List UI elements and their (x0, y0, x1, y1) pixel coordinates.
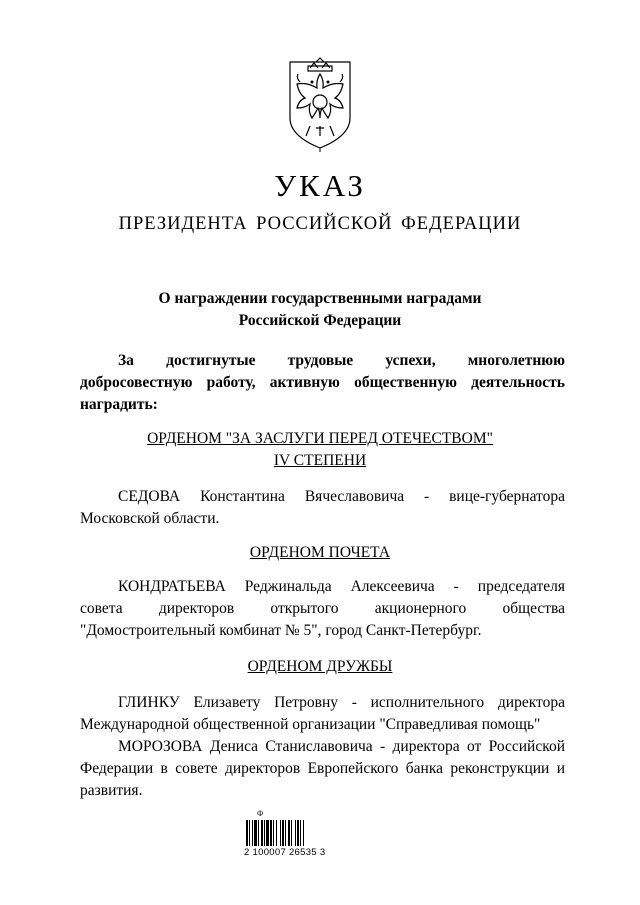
recipient-surname: КОНДРАТЬЕВА (118, 578, 226, 595)
recipient-entry (80, 486, 565, 530)
recipient-details: Реджинальда Алексеевича - председателя (244, 578, 566, 595)
barcode-icon (246, 820, 310, 846)
preamble-line: За достигнутые трудовые успехи, многолетнюю (118, 352, 565, 369)
preamble (80, 350, 565, 416)
award-order-title (0, 542, 640, 564)
award-order-title (0, 428, 640, 472)
recipient-line (80, 736, 565, 758)
recipient-line: совета директоров открытого акционерного общества (80, 600, 565, 617)
document-title: УКАЗ (274, 168, 366, 203)
preamble-line: добросовестную работу, активную общественную деятельность (80, 374, 565, 391)
recipient-details: Дениса Станиславовича - директора от Российской (209, 738, 565, 755)
recipient-entry (80, 736, 565, 802)
recipient-surname: СЕДОВА (118, 488, 181, 505)
recipient-entry (80, 576, 565, 642)
recipient-line: Международной общественной организации "Справедливая помощь" (80, 716, 541, 733)
award-order-line: ОРДЕНОМ "ЗА ЗАСЛУГИ ПЕРЕД ОТЕЧЕСТВОМ" (147, 430, 493, 447)
recipient-line: Московской области. (80, 510, 220, 527)
recipient-line (80, 692, 565, 714)
recipient-line (80, 576, 565, 598)
award-order-line: IV СТЕПЕНИ (273, 452, 367, 469)
recipient-details: Константина Вячеславовича - вице-губернатора (200, 488, 565, 505)
decree-heading (0, 288, 640, 332)
recipient-line: Федерации в совете директоров Европейского банка реконструкции и (80, 760, 565, 777)
award-order-line: ОРДЕНОМ ДРУЖБЫ (247, 658, 393, 675)
recipient-line: развития. (80, 782, 143, 799)
decree-heading-line: О награждении государственными наградами (158, 290, 482, 307)
recipient-line (80, 486, 565, 508)
recipient-entry (80, 692, 565, 736)
document-subtitle: ПРЕЗИДЕНТА РОССИЙСКОЙ ФЕДЕРАЦИИ (118, 214, 522, 234)
recipient-details: Елизавету Петровну - исполнительного директора (193, 694, 565, 711)
recipient-surname: МОРОЗОВА (118, 738, 203, 755)
award-order-line: ОРДЕНОМ ПОЧЕТА (249, 544, 391, 561)
coat-of-arms-icon (280, 56, 360, 152)
recipient-line: "Домостроительный комбинат № 5", город Санкт-Петербург. (80, 622, 482, 639)
barcode-number: 2 100007 26535 3 (244, 847, 326, 858)
decree-heading-line: Российской Федерации (238, 312, 402, 329)
preamble-line: наградить: (80, 396, 158, 413)
award-order-title (0, 656, 640, 678)
recipient-surname: ГЛИНКУ (118, 694, 180, 711)
barcode-mark: Ф (257, 809, 264, 818)
